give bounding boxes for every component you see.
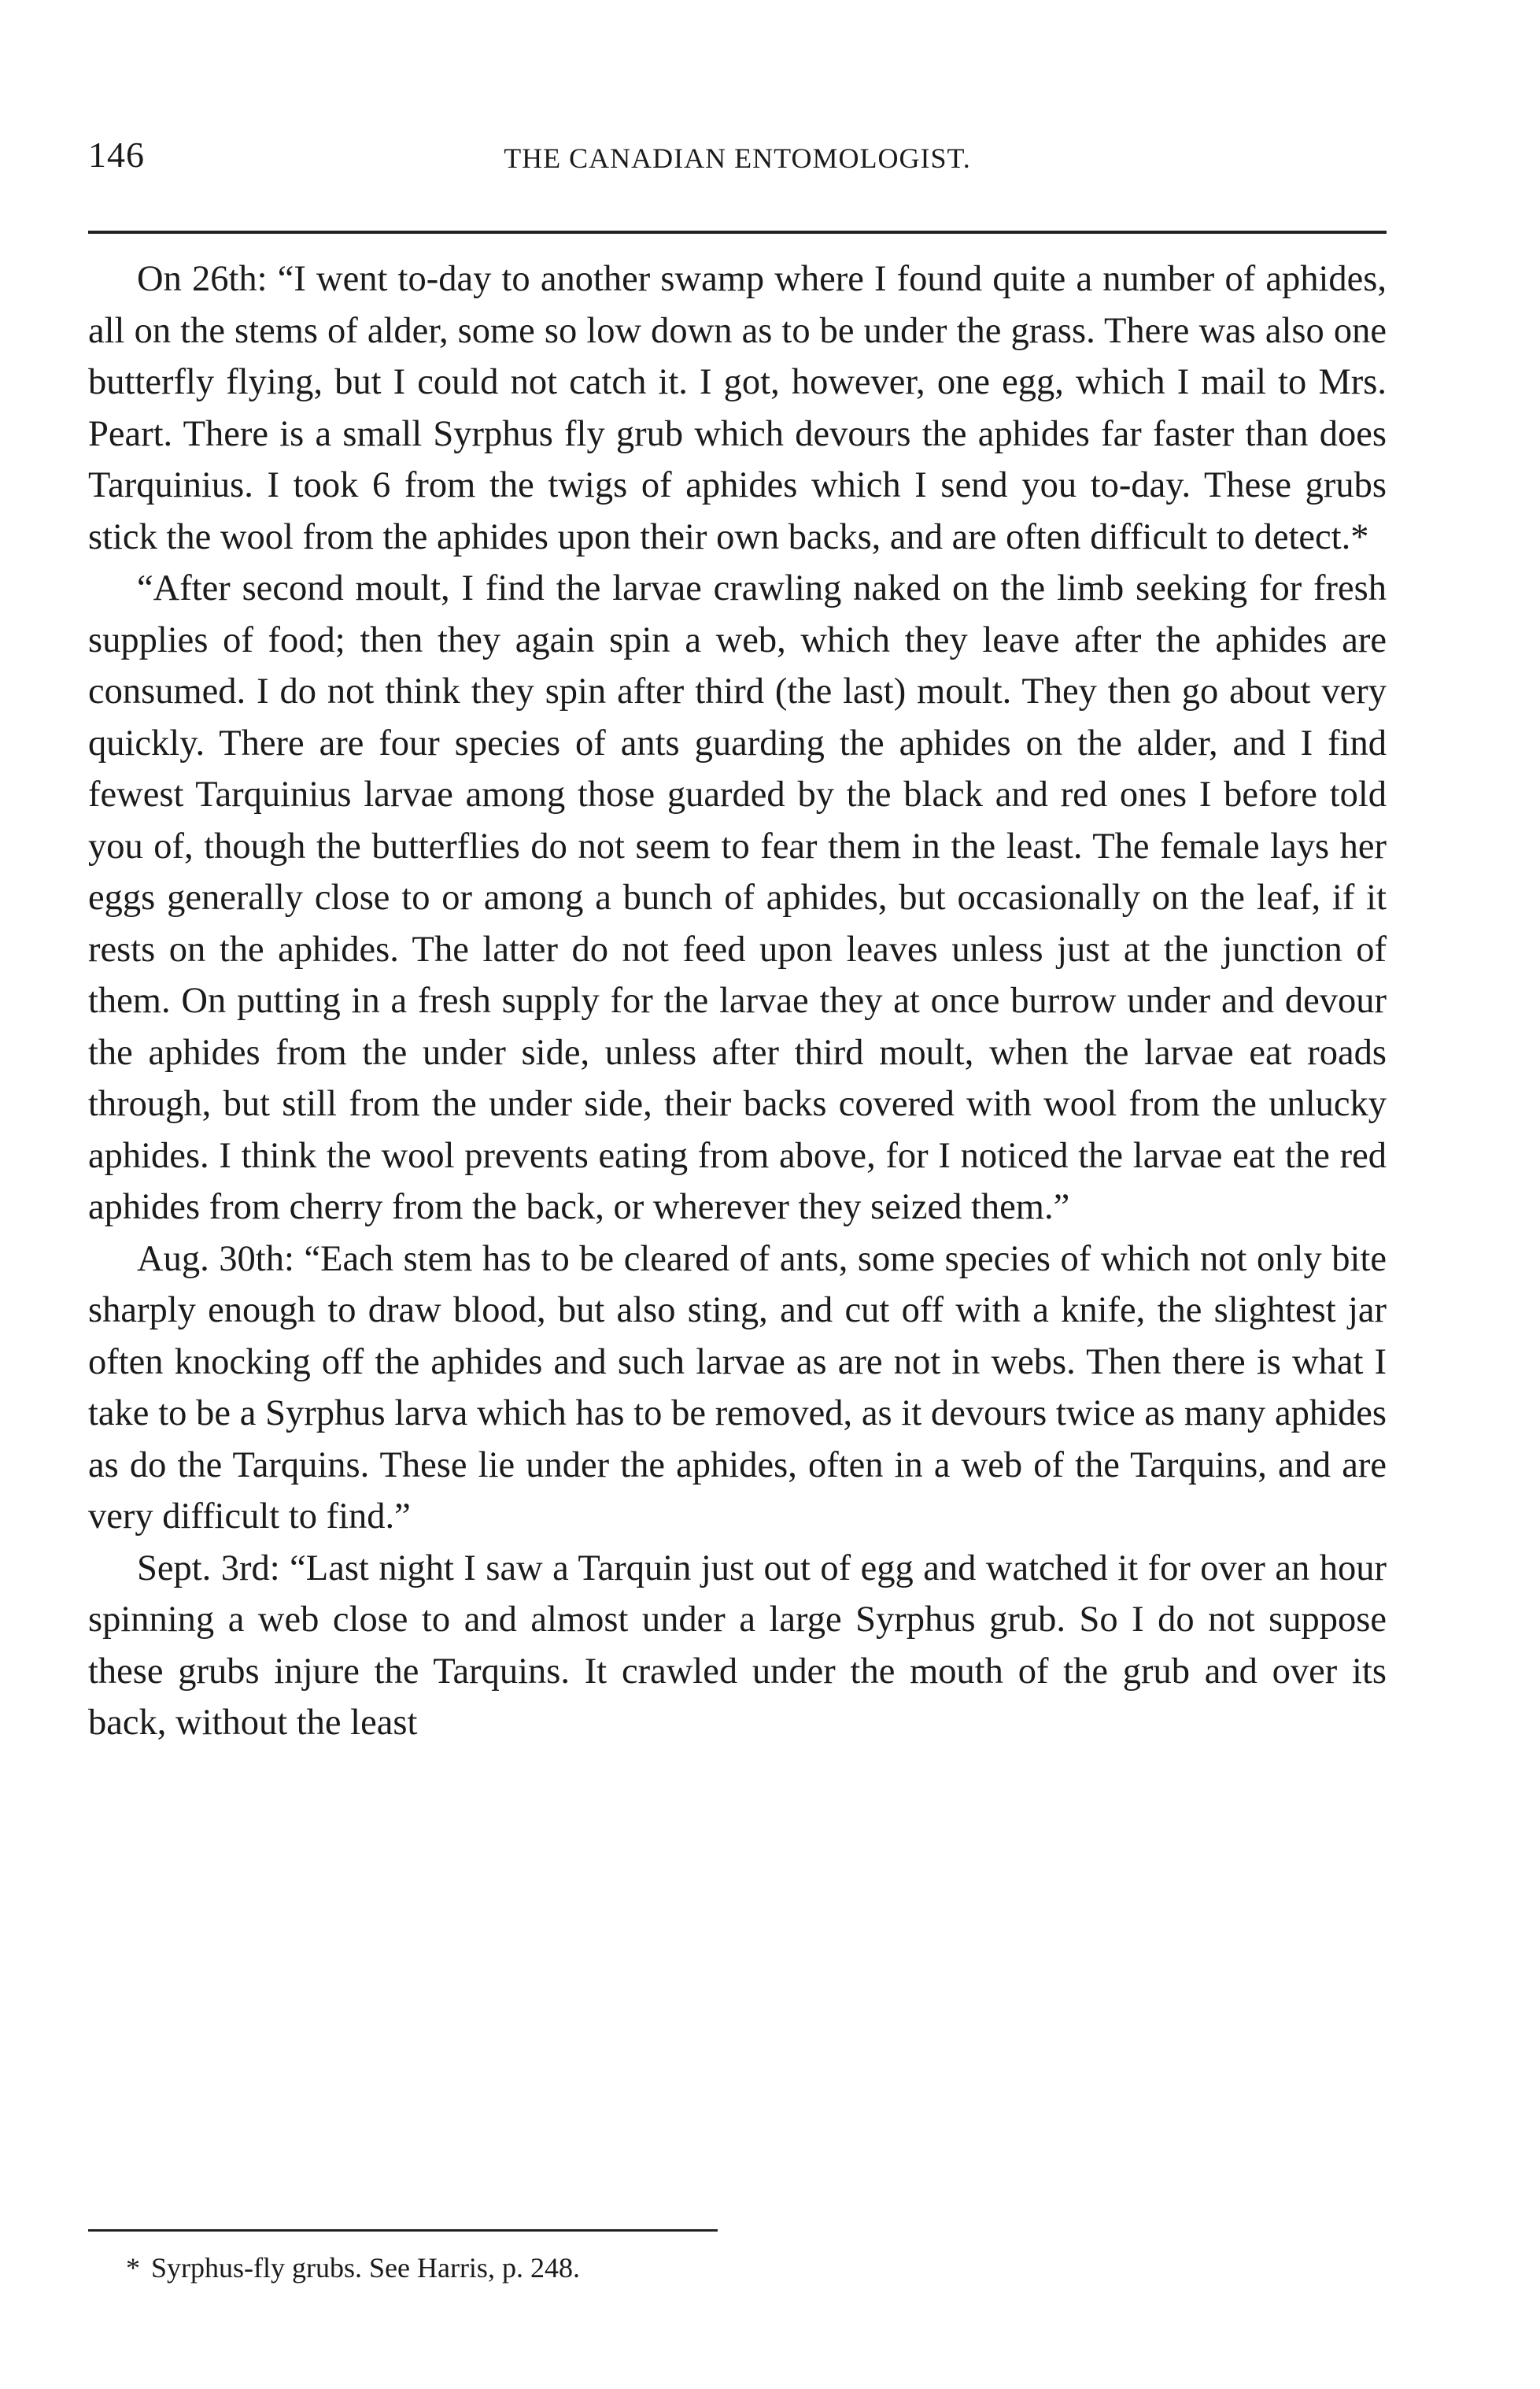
footnote-rule [88,2229,718,2232]
page-header [88,134,1387,189]
header-rule [88,231,1387,234]
paragraph: On 26th: “I went to-day to another swamp where I found quite a number of aphides, all on the stems of alder, some so low down as to be under the grass. There was also one butterfly flying, but I could not catch it. I got, however, one egg, which I mail to Mrs. Peart. There is a small Syrphus fly grub which devours the aphides far faster than does Tarquinius. I took 6 from the twigs of aphides which I send you to-day. These grubs stick the wool from the aphides upon their own backs, and are often difficult to detect.* [88,259,1387,557]
body-text [88,253,1387,1749]
footnote-text: Syrphus-fly grubs. See Harris, p. 248. [151,2252,580,2284]
footnote-marker: * [126,2252,140,2284]
running-head: THE CANADIAN ENTOMOLOGIST. [504,142,971,174]
footnote [126,2251,580,2284]
paragraph: Sept. 3rd: “Last night I saw a Tarquin just out of egg and watched it for over an hour spinning a web close to and almost under a large Syrphus grub. So I do not suppose these grubs injure the Tarquins. It crawled under the mouth of the grub and over its back, without the least [88,1548,1387,1743]
page-number: 146 [88,135,145,175]
paragraph: Aug. 30th: “Each stem has to be cleared of ants, some species of which not only bite sharply enough to draw blood, but also sting, and cut off with a knife, the slightest jar often knocking off the aphides and such larvae as are not in webs. Then there is what I take to be a Syrphus larva which has to be removed, as it devours twice as many aphides as do the Tarquins. These lie under the aphides, often in a web of the Tarquins, and are very difficult to find.” [88,1238,1387,1537]
paragraph: “After second moult, I find the larvae crawling naked on the limb seeking for fresh supplies of food; then they again spin a web, which they leave after the aphides are consumed. I do not think they spin after third (the last) moult. They then go about very quickly. There are four species of ants guarding the aphides on the alder, and I find fewest Tarquinius larvae among those guarded by the black and red ones I before told you of, though the butterflies do not seem to fear them in the least. The female lays her eggs generally close to or among a bunch of aphides, but occasionally on the leaf, if it rests on the aphides. The latter do not feed upon leaves unless just at the junction of them. On putting in a fresh supply for the larvae they at once burrow under and devour the aphides from the under side, unless after third moult, when the larvae eat roads through, but still from the under side, their backs covered with wool from the unlucky aphides. I think the wool prevents eating from above, for I noticed the larvae eat the red aphides from cherry from the back, or wherever they seized them.” [88,568,1387,1227]
